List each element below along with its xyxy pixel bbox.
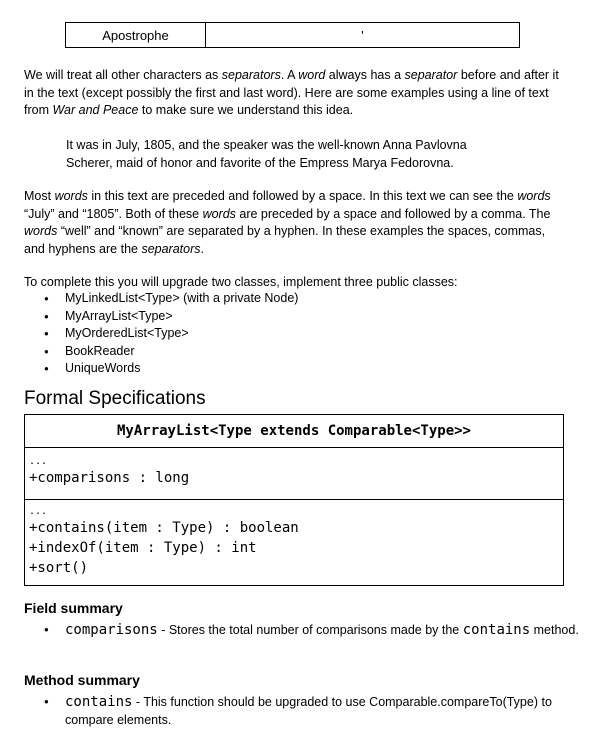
method-summary-item: ● contains - This function should be upgraded to use Comparable.compareTo(Type) to compare elements. [44, 694, 552, 727]
list-item: ● MyArrayList<Type> [44, 308, 298, 326]
uml-methods-section [25, 500, 563, 578]
char-glyph-cell: ' [361, 27, 364, 43]
formal-specifications-heading: Formal Specifications [24, 388, 206, 409]
uml-class-title: MyArrayList<Type extends Comparable<Type>> [25, 415, 563, 448]
uml-fields-section [25, 448, 563, 500]
uml-method: +sort() [29, 560, 89, 576]
uml-ellipsis: ... [29, 506, 48, 517]
character-table [65, 22, 520, 48]
field-summary-item: ● comparisons - Stores the total number of comparisons made by the contains method. [44, 622, 579, 638]
uml-class-diagram [24, 414, 564, 586]
uml-ellipsis: ... [29, 456, 48, 467]
words-paragraph: Most words in this text are preceded and followed by a space. In this text we can see the words “July” and “1805”. Both of these words are preceded by a space and followed by a comma. The words “well” and “known” are separated by a hyphen. In these examples the spaces, commas, and hyphens are the separators. [24, 189, 551, 256]
method-summary-heading: Method summary [24, 672, 140, 688]
uml-method: +contains(item : Type) : boolean [29, 520, 299, 536]
field-summary-heading: Field summary [24, 600, 123, 616]
class-list [44, 290, 298, 378]
separators-paragraph: We will treat all other characters as separators. A word always has a separator before and after it in the text (except possibly the first and last word). Here are some examples using a line of text from War and Peace to make sure we understand this idea. [24, 68, 559, 117]
char-name-cell: Apostrophe [66, 23, 206, 47]
uml-method: +indexOf(item : Type) : int [29, 540, 257, 556]
list-item: ● MyOrderedList<Type> [44, 325, 298, 343]
uml-field: +comparisons : long [29, 470, 190, 486]
bullet-icon: ● [44, 697, 49, 706]
bullet-icon: ● [44, 625, 49, 634]
quote-paragraph: It was in July, 1805, and the speaker was the well-known Anna Pavlovna Scherer, maid of honor and favorite of the Empress Marya Fedorovna. [66, 138, 467, 170]
list-item: ● UniqueWords [44, 360, 298, 378]
list-item: ● MyLinkedList<Type> (with a private Node) [44, 290, 298, 308]
task-paragraph: To complete this you will upgrade two classes, implement three public classes: [24, 275, 458, 289]
list-item: ● BookReader [44, 343, 298, 361]
